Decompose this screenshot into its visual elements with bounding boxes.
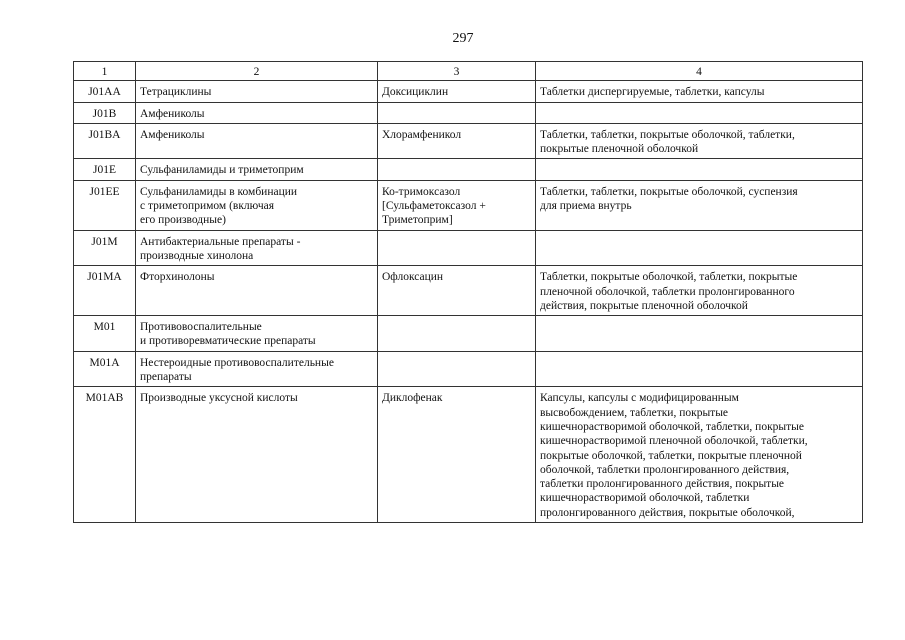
- table-row: [74, 180, 863, 230]
- atc-code-cell: J01MA: [74, 266, 136, 316]
- substance-cell: Доксициклин: [378, 81, 536, 102]
- table-row: [74, 230, 863, 266]
- table-row: [74, 266, 863, 316]
- dosage-forms-cell: Таблетки, покрытые оболочкой, таблетки, покрытые пленочной оболочкой, таблетки пролонгированного действия, покрытые пленочной оболочкой: [536, 266, 863, 316]
- column-header-1: 1: [74, 62, 136, 81]
- dosage-forms-cell: [536, 316, 863, 352]
- group-cell: Производные уксусной кислоты: [136, 387, 378, 523]
- atc-code-cell: J01M: [74, 230, 136, 266]
- table-row: [74, 316, 863, 352]
- atc-code-cell: J01BA: [74, 123, 136, 159]
- group-cell: Антибактериальные препараты - производные хинолона: [136, 230, 378, 266]
- table-row: [74, 351, 863, 387]
- group-cell: Амфениколы: [136, 123, 378, 159]
- atc-code-cell: J01B: [74, 102, 136, 123]
- substance-cell: Диклофенак: [378, 387, 536, 523]
- atc-code-cell: J01AA: [74, 81, 136, 102]
- atc-code-cell: M01: [74, 316, 136, 352]
- substance-cell: Ко-тримоксазол [Сульфаметоксазол + Триметоприм]: [378, 180, 536, 230]
- table-row: [74, 81, 863, 102]
- group-cell: Противовоспалительные и противоревматические препараты: [136, 316, 378, 352]
- page-number: 297: [452, 31, 474, 46]
- drug-table: [73, 61, 863, 523]
- dosage-forms-cell: Таблетки, таблетки, покрытые оболочкой, суспензия для приема внутрь: [536, 180, 863, 230]
- atc-code-cell: J01EE: [74, 180, 136, 230]
- group-cell: Амфениколы: [136, 102, 378, 123]
- atc-code-cell: M01AB: [74, 387, 136, 523]
- table-row: [74, 123, 863, 159]
- group-cell: Сульфаниламиды и триметоприм: [136, 159, 378, 180]
- group-cell: Фторхинолоны: [136, 266, 378, 316]
- substance-cell: [378, 316, 536, 352]
- dosage-forms-cell: Капсулы, капсулы с модифицированным высвобождением, таблетки, покрытые кишечнорастворимой оболочкой, таблетки, покрытые кишечнорастворимой пленочной оболочкой, таблетки, покрытые оболочкой, таблетки, покрытые пленочной оболочкой, таблетки пролонгированного действия, таблетки пролонгированного действия, покрытые кишечнорастворимой оболочкой, таблетки пролонгированного действия, покрытые оболочкой,: [536, 387, 863, 523]
- substance-cell: [378, 230, 536, 266]
- dosage-forms-cell: [536, 159, 863, 180]
- substance-cell: Хлорамфеникол: [378, 123, 536, 159]
- dosage-forms-cell: [536, 230, 863, 266]
- table-row: [74, 387, 863, 523]
- substance-cell: [378, 159, 536, 180]
- substance-cell: Офлоксацин: [378, 266, 536, 316]
- group-cell: Нестероидные противовоспалительные препараты: [136, 351, 378, 387]
- dosage-forms-cell: Таблетки диспергируемые, таблетки, капсулы: [536, 81, 863, 102]
- table-row: [74, 102, 863, 123]
- group-cell: Сульфаниламиды в комбинации с триметопримом (включая его производные): [136, 180, 378, 230]
- column-header-4: 4: [536, 62, 863, 81]
- group-cell: Тетрациклины: [136, 81, 378, 102]
- substance-cell: [378, 102, 536, 123]
- dosage-forms-cell: [536, 102, 863, 123]
- column-header-2: 2: [136, 62, 378, 81]
- column-header-3: 3: [378, 62, 536, 81]
- dosage-forms-cell: [536, 351, 863, 387]
- atc-code-cell: J01E: [74, 159, 136, 180]
- table-header-row: [74, 62, 863, 81]
- dosage-forms-cell: Таблетки, таблетки, покрытые оболочкой, таблетки, покрытые пленочной оболочкой: [536, 123, 863, 159]
- atc-code-cell: M01A: [74, 351, 136, 387]
- table-row: [74, 159, 863, 180]
- substance-cell: [378, 351, 536, 387]
